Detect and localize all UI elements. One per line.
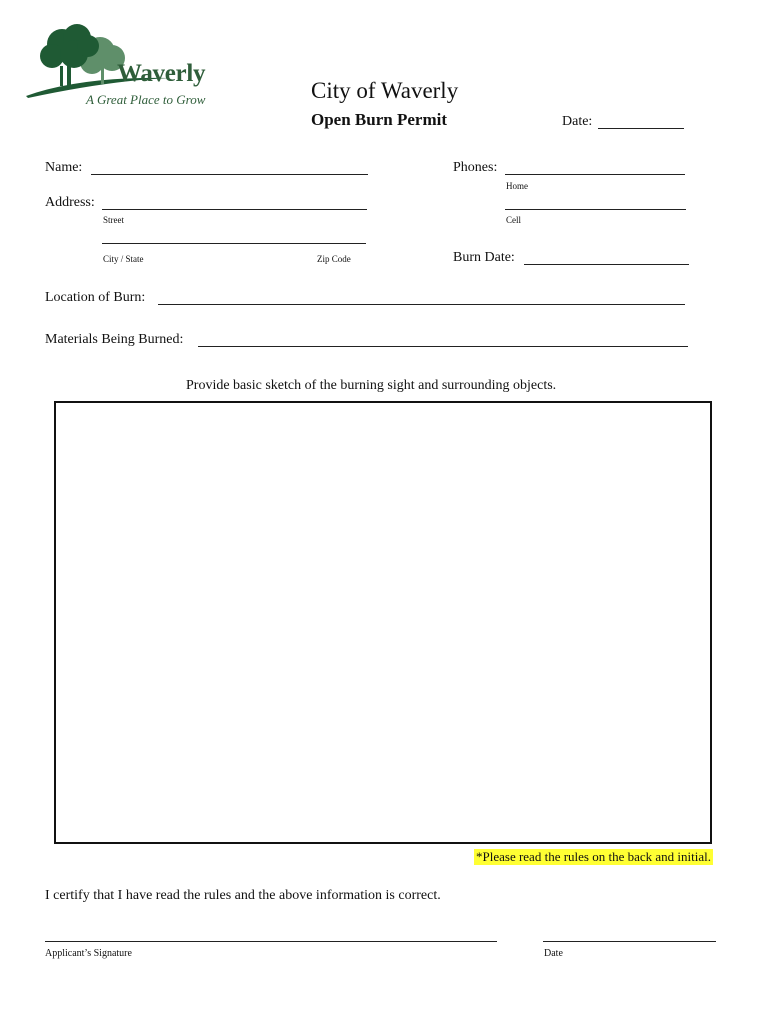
rules-note: *Please read the rules on the back and initial.: [476, 849, 712, 864]
burn-date-label: Burn Date:: [453, 250, 515, 265]
street-caption: Street: [103, 215, 124, 225]
date-label: Date:: [562, 114, 593, 129]
signature-field[interactable]: [45, 941, 497, 942]
certification-statement: I certify that I have read the rules and the above information is correct.: [45, 888, 441, 903]
materials-field[interactable]: [198, 346, 688, 347]
location-field[interactable]: [158, 304, 685, 305]
city-state-zip-field[interactable]: [102, 243, 366, 244]
home-phone-caption: Home: [506, 181, 528, 191]
signature-date-caption: Date: [544, 948, 563, 959]
logo-tagline: A Great Place to Grow: [86, 92, 206, 107]
logo-name: Waverly: [117, 60, 206, 87]
address-label: Address:: [45, 195, 95, 210]
name-label: Name:: [45, 160, 83, 175]
sketch-instruction: Provide basic sketch of the burning sight and surrounding objects.: [186, 378, 557, 393]
city-title: City of Waverly: [311, 78, 459, 103]
sketch-area[interactable]: [54, 401, 712, 844]
signature-caption: Applicant’s Signature: [45, 948, 132, 959]
cell-phone-caption: Cell: [506, 215, 521, 225]
home-phone-field[interactable]: [505, 174, 685, 175]
signature-date-field[interactable]: [543, 941, 716, 942]
location-label: Location of Burn:: [45, 290, 146, 305]
materials-label: Materials Being Burned:: [45, 332, 184, 347]
name-field[interactable]: [91, 174, 368, 175]
phones-label: Phones:: [453, 160, 498, 175]
street-field[interactable]: [102, 209, 367, 210]
zip-code-caption: Zip Code: [317, 254, 351, 264]
permit-title: Open Burn Permit: [311, 110, 447, 129]
date-field[interactable]: [598, 128, 684, 129]
cell-phone-field[interactable]: [505, 209, 686, 210]
city-state-caption: City / State: [103, 254, 144, 264]
burn-date-field[interactable]: [524, 264, 689, 265]
